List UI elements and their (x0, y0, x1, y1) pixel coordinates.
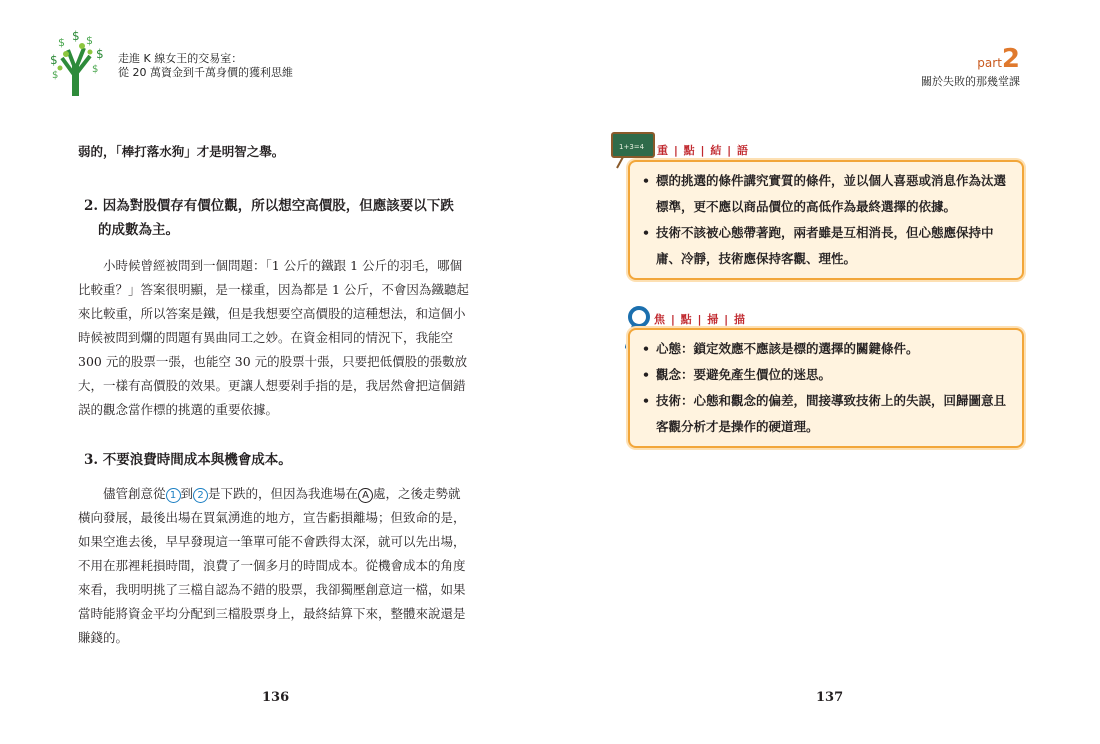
left-page-number: 136 (262, 690, 290, 705)
book-title-line1: 走進 K 線女王的交易室： (118, 52, 243, 65)
book-logo (46, 28, 108, 98)
focus-scan-box (628, 328, 1024, 448)
key-point-item: • 標的挑選的條件講究實質的條件，並以個人喜惡或消息作為汰選標準，更不應以商品價位的高低作為最終選擇的依據。 (656, 168, 1012, 220)
intro-line: 弱的，「棒打落水狗」才是明智之舉。 (78, 144, 285, 159)
svg-text:$: $ (72, 29, 80, 43)
marker-circle-1: 1 (166, 488, 181, 503)
section3-text-2: 到 (180, 486, 194, 501)
section3-text-1: 儘管創意從 (103, 486, 166, 501)
money-tree-icon (46, 28, 108, 98)
book-title-line2: 從 20 萬資金到千萬身價的獲利思維 (118, 66, 293, 79)
svg-text:$: $ (92, 64, 99, 75)
section2-heading-line1: 2. 因為對股價存有價位觀，所以想空高價股，但應該要以下跌 (84, 198, 454, 214)
book-title (118, 52, 293, 80)
section3-heading: 3. 不要浪費時間成本與機會成本。 (84, 452, 292, 468)
marker-circle-2: 2 (193, 488, 208, 503)
section3-text-3: 是下跌的，但因為我進場在 (208, 486, 359, 501)
section2-heading (78, 194, 470, 242)
key-points-label: 重 | 點 | 結 | 語 (657, 144, 750, 157)
svg-text:$: $ (52, 70, 59, 81)
part-number: 2 (1001, 44, 1020, 74)
focus-item: • 觀念：要避免產生價位的迷思。 (656, 362, 1012, 388)
section3-text-4: 處，之後走勢就橫向發展，最後出場在買氣湧進的地方，宣告虧損離場；但致命的是，如果空進去後，早早發現這一筆單可能不會跌得太深，就可以先出場，不用在那裡耗損時間，浪費了一個多月的時間成本。從機會成本的角度來看，我明明挑了三檔自認為不錯的股票，我卻獨壓創意這一檔，如果當時能將資金平均分配到三檔股票身上，最終結算下來，整體來說還是賺錢的。 (78, 486, 466, 645)
svg-text:$: $ (96, 47, 104, 61)
section2-heading-line2: 的成數為主。 (98, 222, 179, 238)
left-page (78, 140, 470, 650)
focus-scan-label: 焦 | 點 | 掃 | 描 (654, 313, 747, 326)
key-point-item: • 技術不該被心態帶著跑，兩者雖是互相消長，但心態應保持中庸、冷靜，技術應保持客觀、理性。 (656, 220, 1012, 272)
focus-item: • 心態：鎖定效應不應該是標的選擇的關鍵條件。 (656, 336, 1012, 362)
key-points-box (628, 160, 1024, 280)
svg-text:$: $ (50, 53, 58, 67)
part-header (921, 44, 1020, 89)
right-page-number: 137 (816, 690, 844, 705)
section2-paragraph: 小時候曾經被問到一個問題：「1 公斤的鐵跟 1 公斤的羽毛，哪個比較重？」答案很明顯，是一樣重，因為都是 1 公斤，不會因為鐵聽起來比較重，所以答案是鐵，但是我想要空高價股的這種想法，和這個小時候被問到爛的問題有異曲同工之妙。在資金相同的情況下，我能空 300 元的股票一張，也能空 30 元的股票十張，只要把低價股的張數放大，一樣有高價股的效果。更讓人想要剁手指的是，我居然會把這個錯誤的觀念當作標的挑選的重要依據。 (78, 258, 469, 417)
part-word: part (977, 56, 1002, 70)
focus-item: • 技術：心態和觀念的偏差，間接導致技術上的失誤，回歸圖意且客觀分析才是操作的硬道理。 (656, 388, 1012, 440)
marker-circle-a: A (358, 488, 373, 503)
part-subtitle: 關於失敗的那幾堂課 (921, 75, 1020, 88)
svg-text:$: $ (86, 34, 93, 47)
chalkboard-text: 1+3=4 (619, 143, 645, 151)
svg-text:$: $ (58, 36, 65, 49)
section3-paragraph (78, 482, 470, 650)
